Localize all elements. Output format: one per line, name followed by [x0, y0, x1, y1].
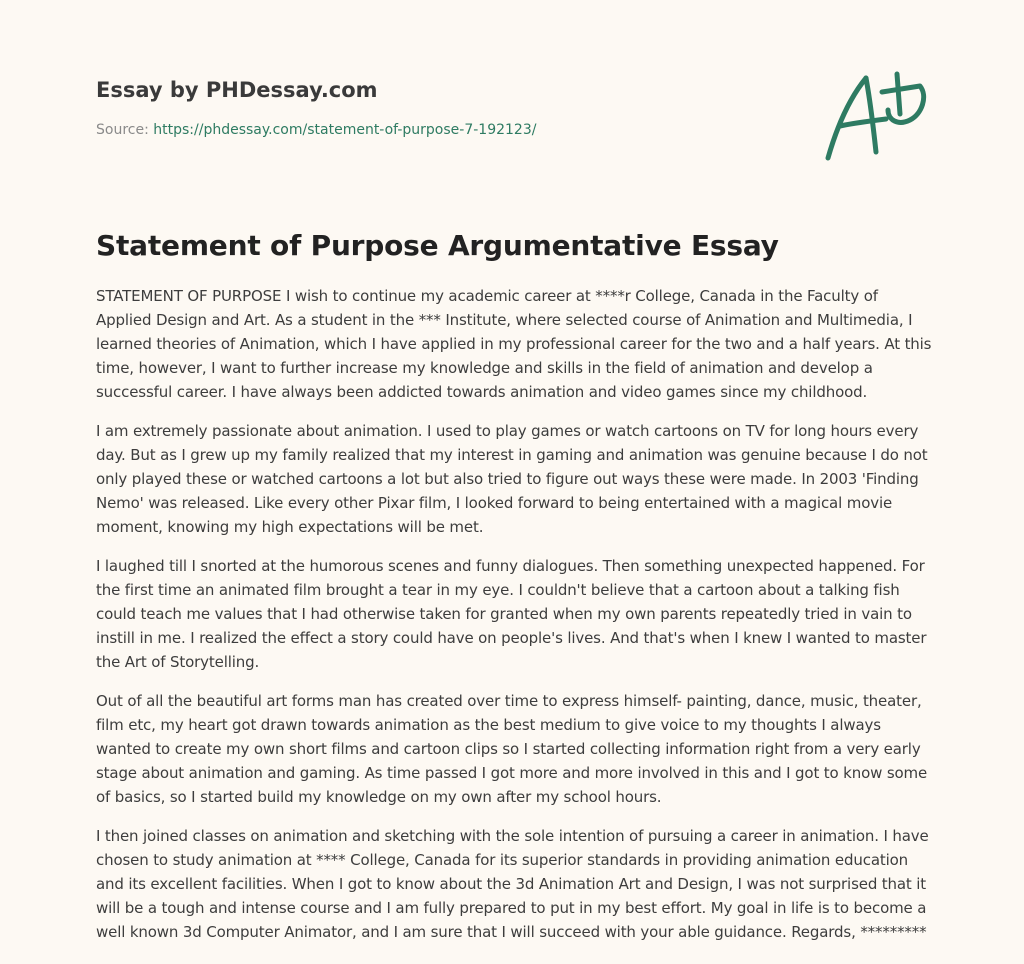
source-link[interactable]: https://phdessay.com/statement-of-purpose-7-192123/: [153, 122, 537, 138]
site-brand: Essay by PHDessay.com: [96, 78, 378, 102]
essay-paragraph: I am extremely passionate about animation. I used to play games or watch cartoons on TV for long hours every day. But as I grew up my family realized that my interest in gaming and animation was genuine because I do not only played these or watched cartoons a lot but also tried to figure out ways these were made. In 2003 'Finding Nemo' was released. Like every other Pixar film, I looked forward to being entertained with a magical movie moment, knowing my high expectations will be met.: [96, 422, 928, 536]
a-plus-grade-icon: [818, 64, 928, 164]
essay-paragraph: I then joined classes on animation and sketching with the sole intention of pursuing a career in animation. I have chosen to study animation at **** College, Canada for its superior standards in providing animation education and its excellent facilities. When I got to know about the 3d Animation Art and Design, I was not surprised that it will be a tough and intense course and I am fully prepared to put in my best effort. My goal in life is to become a well known 3d Computer Animator, and I am sure that I will succeed with your able guidance. Regards, *********: [96, 827, 929, 941]
essay-paragraph: I laughed till I snorted at the humorous scenes and funny dialogues. Then something unexpected happened. For the first time an animated film brought a tear in my eye. I couldn't believe that a cartoon about a talking fish could teach me values that I had otherwise taken for granted when my own parents repeatedly tried in vain to instill in me. I realized the effect a story could have on people's lives. And that's when I knew I wanted to master the Art of Storytelling.: [96, 557, 927, 671]
page-header: [96, 72, 796, 140]
essay-paragraph: Out of all the beautiful art forms man has created over time to express himself- painting, dance, music, theater, film etc, my heart got drawn towards animation as the best medium to give voice to my thoughts I always wanted to create my own short films and cartoon clips so I started collecting information right from a very early stage about animation and gaming. As time passed I got more and more involved in this and I got to know some of basics, so I started build my knowledge on my own after my school hours.: [96, 692, 928, 806]
essay-body: [96, 284, 932, 959]
essay-title: Statement of Purpose Argumentative Essay: [96, 229, 779, 262]
source-line: [96, 120, 796, 140]
essay-paragraph: STATEMENT OF PURPOSE I wish to continue my academic career at ****r College, Canada in the Faculty of Applied Design and Art. As a student in the *** Institute, where selected course of Animation and Multimedia, I learned theories of Animation, which I have applied in my professional career for the two and a half years. At this time, however, I want to further increase my knowledge and skills in the field of animation and develop a successful career. I have always been addicted towards animation and video games since my childhood.: [96, 287, 932, 401]
source-label: Source:: [96, 122, 154, 138]
